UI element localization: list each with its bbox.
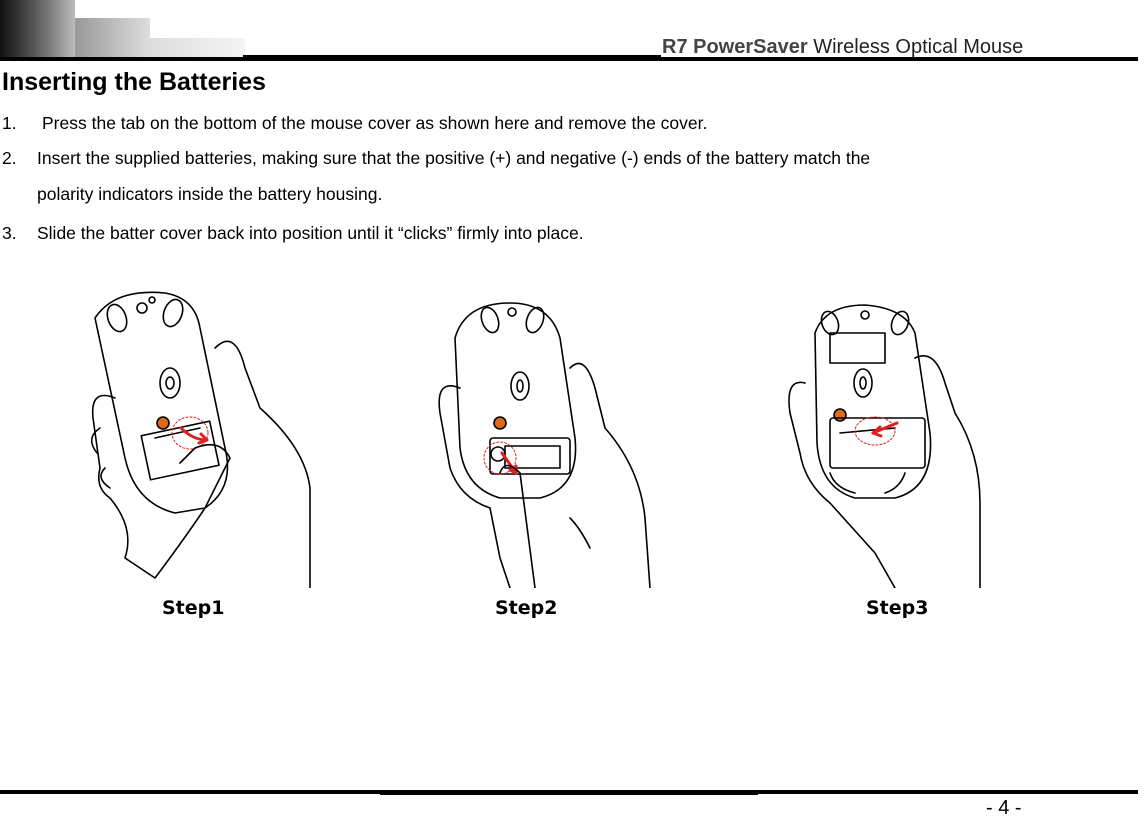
mouse-body [95,292,228,513]
step2-caption: Step2 [495,597,558,619]
step1-illustration [85,288,315,588]
step-1-number: 1. [2,113,17,133]
step-2 [2,148,870,169]
step3-caption: Step3 [866,597,929,619]
header-title [662,36,1023,59]
step-1 [2,113,707,134]
step-3 [2,223,584,244]
header-brand: R7 PowerSaver [662,36,808,58]
hand [439,386,510,588]
header-product: Wireless Optical Mouse [807,36,1024,58]
step-2-text: Insert the supplied batteries, making sure that the positive (+) and negative (-) ends of the battery match the [37,148,871,168]
footer-rule-thin [380,793,758,795]
step-3-number: 3. [2,223,17,243]
step-2-continued: polarity indicators inside the battery housing. [37,184,383,204]
step3-illustration [785,303,985,588]
step-3-text: Slide the batter cover back into position until it “clicks” firmly into place. [37,223,584,243]
header-decoration [0,0,245,58]
step-1-text: Press the tab on the bottom of the mouse cover as shown here and remove the cover. [42,113,708,133]
step2-illustration [430,298,655,588]
step-2-number: 2. [2,148,17,168]
section-title: Inserting the Batteries [2,68,266,96]
page-number: - 4 - [986,797,1022,819]
step1-caption: Step1 [162,597,225,619]
